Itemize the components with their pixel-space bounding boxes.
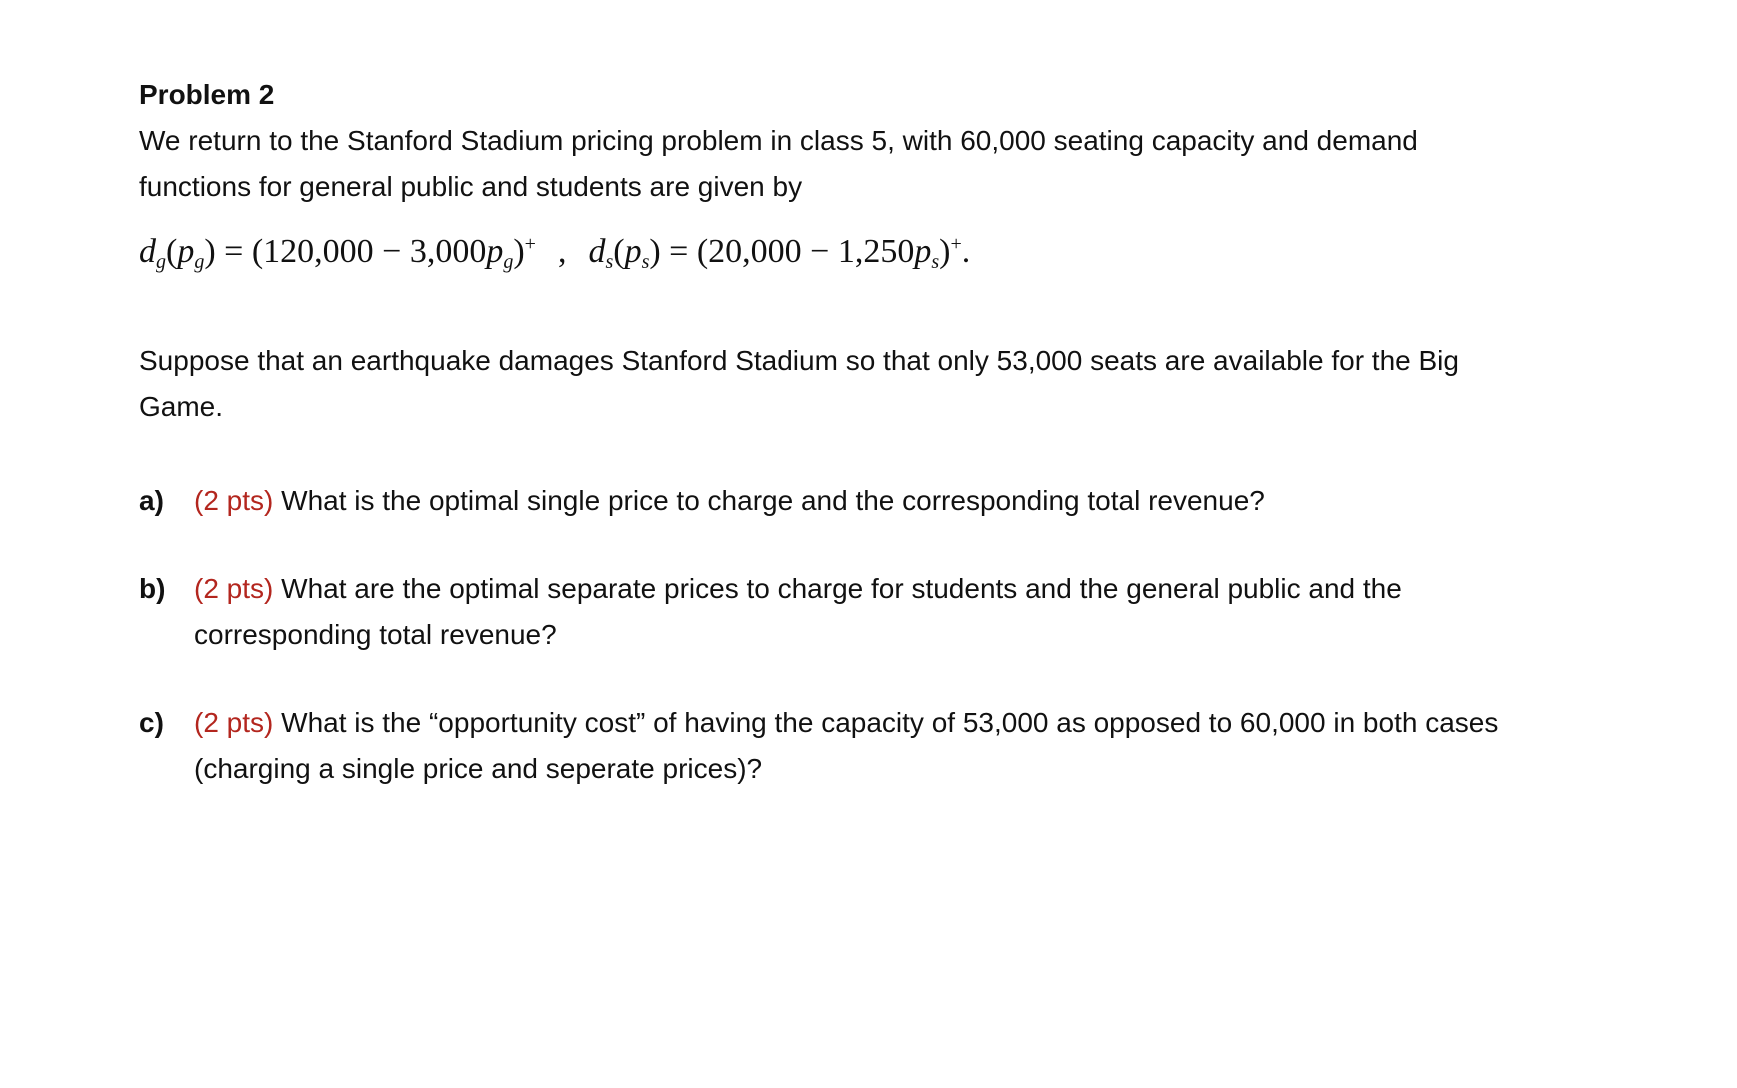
question-text: What are the optimal separate prices to charge for students and the general public and the corresponding total revenue? bbox=[194, 573, 1402, 650]
document-page bbox=[139, 72, 1559, 792]
question-letter: b) bbox=[139, 573, 166, 604]
scenario-line-1: Suppose that an earthquake damages Stanford Stadium so that only 53,000 seats are available for the Big bbox=[139, 345, 1459, 376]
question-points: (2 pts) bbox=[194, 707, 274, 738]
question-c bbox=[139, 700, 1559, 792]
question-b bbox=[139, 566, 1559, 658]
problem-title: Problem 2 bbox=[139, 79, 275, 110]
question-letter: c) bbox=[139, 707, 164, 738]
question-letter: a) bbox=[139, 485, 164, 516]
question-points: (2 pts) bbox=[194, 485, 274, 516]
scenario-line-2: Game. bbox=[139, 391, 224, 422]
question-a bbox=[139, 478, 1559, 524]
demand-formula: $d_g(p_g) = (120,000 - 3,000p_g)^+$ , $d_s(p_s) = (20,000 - 1,250p_s)^+$. bbox=[139, 233, 971, 273]
intro-line-2: functions for general public and students are given by bbox=[139, 171, 803, 202]
question-text: What is the optimal single price to charge and the corresponding total revenue? bbox=[281, 485, 1265, 516]
intro-line-1: We return to the Stanford Stadium pricing problem in class 5, with 60,000 seating capacity and demand bbox=[139, 125, 1418, 156]
question-points: (2 pts) bbox=[194, 573, 274, 604]
question-text: What is the “opportunity cost” of having the capacity of 53,000 as opposed to 60,000 in both cases (charging a single price and seperate prices)? bbox=[194, 707, 1499, 784]
